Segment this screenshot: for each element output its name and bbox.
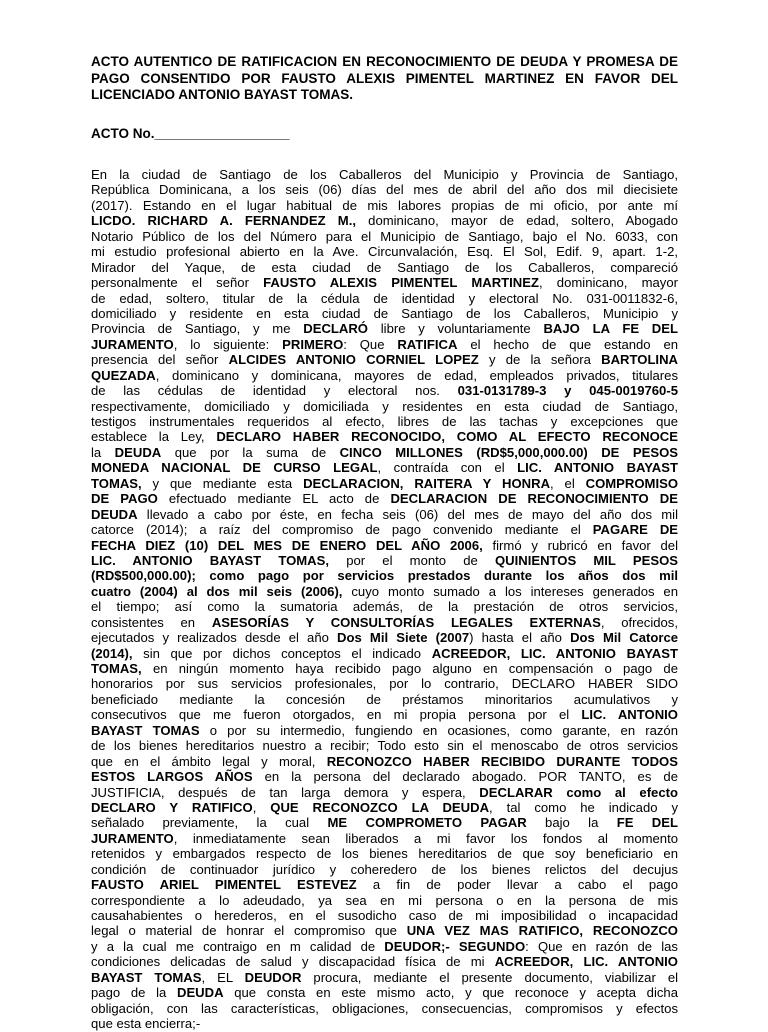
text-segment: procura, mediante el presente documento, viabilizar el [301, 969, 679, 985]
body-line [91, 229, 678, 244]
bold-text-segment: FECHA DIEZ (10) DEL MES DE ENERO DEL AÑO 2006, [91, 537, 483, 553]
bold-text-segment: ACREEDOR, LIC. ANTONIO BAYAST [431, 645, 678, 661]
body-line [91, 476, 678, 491]
body-line [91, 893, 678, 908]
body-line [91, 182, 678, 197]
text-segment: , [252, 799, 271, 815]
body-line [91, 676, 678, 691]
text-segment: mi estudio profesional abierto en la Ave. Circunvalación, Esq. El Sol, Edif. 9, apart. 1-2, [91, 244, 678, 260]
text-segment: dominicano, mayor de edad, soltero, Abogado [355, 213, 678, 229]
text-segment: condiciones delicadas de salud y discapacidad física de mi [91, 954, 495, 970]
body-line [91, 692, 678, 707]
text-segment: , ofrecidos, [600, 614, 678, 630]
text-segment: , dominicano y dominicana, mayores de edad, empleados privados, titulares [155, 367, 678, 383]
text-segment: libre y voluntariamente [368, 321, 544, 337]
text-segment: , dominicano, mayor [538, 275, 678, 291]
body-line [91, 800, 678, 815]
body-line [91, 352, 678, 367]
body-line [91, 553, 678, 568]
body-line [91, 738, 678, 753]
text-segment: honorarios por sus servicios profesionales, por lo contrario, DECLARO HABER SIDO [91, 676, 678, 692]
bold-text-segment: MONEDA NACIONAL DE CURSO LEGAL [91, 460, 378, 476]
document-title: ACTO AUTENTICO DE RATIFICACION EN RECONOCIMIENTO DE DEUDA Y PROMESA DE PAGO CONSENTIDO POR FAUSTO ALEXIS PIMENTEL MARTINEZ EN FAVOR DEL LICENCIADO ANTONIO BAYAST TOMAS. [91, 54, 678, 102]
bold-text-segment: ACREEDOR, LIC. ANTONIO [494, 954, 678, 970]
bold-text-segment: DEUDOR [244, 969, 302, 985]
text-segment: sin que por dichos conceptos el indicado [132, 645, 432, 661]
text-segment: respectivamente, domiciliado y domiciliada y residentes en esta ciudad de Santiago, [91, 398, 678, 414]
body-line [91, 584, 678, 599]
bold-text-segment: COMPROMISO [585, 475, 679, 491]
bold-text-segment: LICDO. RICHARD A. FERNANDEZ M., [91, 213, 356, 229]
bold-text-segment: RATIFICA [397, 336, 458, 352]
bold-text-segment: DECLARAR como al efecto [479, 784, 678, 800]
body-line [91, 846, 678, 861]
body-line [91, 599, 678, 614]
text-segment: bajo la [526, 815, 617, 831]
text-segment: el hecho de que estando en [457, 336, 679, 352]
text-segment: testigos instrumentales requeridos al efecto, libres de las tachas y excepciones que [91, 414, 678, 429]
bold-text-segment: BAYAST TOMAS [91, 969, 202, 985]
bold-text-segment: QUE RECONOZCO LA DEUDA [270, 799, 490, 815]
text-segment: consecutivos que me fueron otorgados, en mi propia persona por el [91, 707, 582, 723]
bold-text-segment: JURAMENTO [91, 336, 174, 352]
text-segment: domiciliado y residente en esta ciudad de Santiago de los Caballeros, Municipio y [91, 305, 678, 321]
body-line [91, 538, 678, 553]
bold-text-segment: DE PAGO [91, 491, 158, 507]
body-line [91, 429, 678, 444]
text-segment: pago de la [91, 985, 177, 1001]
text-segment: en la persona del declarado abogado. POR TANTO, es de [252, 769, 678, 785]
text-segment: legal o material de honrar el compromiso que [91, 923, 407, 939]
body-line [91, 244, 678, 259]
text-segment: retenidos y embargados respecto de los bienes hereditarios de que soy beneficiario en [91, 846, 678, 862]
text-segment: ) hasta el año [469, 630, 571, 646]
text-segment: o por su intermedio, fungiendo en ocasiones, como garante, en razón [199, 722, 678, 738]
bold-text-segment: FAUSTO ARIEL PIMENTEL ESTEVEZ [91, 877, 357, 893]
body-line [91, 707, 678, 722]
bold-text-segment: LIC. ANTONIO [581, 707, 678, 723]
bold-text-segment: FAUSTO ALEXIS PIMENTEL MARTINEZ [263, 275, 539, 291]
text-segment: , EL [201, 969, 245, 985]
bold-text-segment: FE DEL [616, 815, 678, 831]
bold-text-segment: DECLARO HABER RECONOCIDO, COMO AL EFECTO RECONOCE [216, 429, 678, 445]
text-segment: señalado previamente, la cual [91, 815, 328, 831]
bold-text-segment: QUINIENTOS MIL PESOS [494, 552, 678, 568]
body-line [91, 275, 678, 290]
bold-text-segment: TOMAS, [91, 661, 142, 676]
text-segment: y de la señora [478, 352, 602, 368]
text-segment: (2017). Estando en el lugar habitual de mis labores propias de mi oficio, por ante mí [91, 197, 678, 213]
bold-text-segment: cuatro (2004) al dos mil seis (2006), [91, 583, 343, 599]
document-body [91, 167, 678, 1032]
bold-text-segment: JURAMENTO [91, 830, 174, 846]
body-line [91, 970, 678, 985]
text-segment: efectuado mediante EL acto de [157, 491, 391, 507]
bold-text-segment: Dos Mil Catorce [570, 630, 679, 646]
bold-text-segment: 031-0131789-3 y 045-0019760-5 [457, 383, 678, 399]
body-line [91, 939, 678, 954]
text-segment: presencia del señor [91, 352, 229, 368]
body-line [91, 460, 678, 475]
body-line [91, 291, 678, 306]
text-segment: causahabientes o herederos, en el susodicho caso de mi imposibilidad o incapacidad [91, 908, 678, 923]
bold-text-segment: UNA VEZ MAS RATIFICO, RECONOZCO [406, 923, 678, 939]
body-line [91, 877, 678, 892]
body-line [91, 646, 678, 661]
bold-text-segment: ESTOS LARGOS AÑOS [91, 769, 253, 785]
text-segment: que consta en este mismo acto, y que reconoce y acepta dicha [223, 985, 678, 1001]
body-line [91, 306, 678, 321]
body-line [91, 337, 678, 352]
text-segment: Mirador del Yaque, de esta ciudad de Santiago de los Caballeros, compareció [91, 259, 678, 275]
body-line [91, 785, 678, 800]
bold-text-segment: TOMAS, [91, 475, 142, 491]
text-segment: en ningún momento haya recibido pago alguno en compensación o pago de [141, 661, 678, 676]
body-line [91, 815, 678, 830]
text-segment: ejecutados y realizados desde el año [91, 630, 338, 646]
body-line [91, 445, 678, 460]
text-segment: En la ciudad de Santiago de los Caballeros del Municipio y Provincia de Santiago, [91, 167, 678, 182]
bold-text-segment: DEUDOR;- SEGUNDO [384, 938, 526, 954]
body-line [91, 754, 678, 769]
text-segment: Provincia de Santiago, y me [91, 321, 304, 337]
body-line [91, 198, 678, 213]
body-line [91, 1001, 678, 1016]
text-segment: y a la cual me contraigo en m calidad de [91, 938, 385, 954]
text-segment: a fin de poder llevar a cabo el pago [356, 877, 678, 893]
bold-text-segment: BARTOLINA [601, 352, 678, 368]
bold-text-segment: DECLARÓ [303, 321, 368, 337]
text-segment: por el monto de [329, 552, 495, 568]
text-segment: , inmediatamente sean liberados a mi favor los fondos al momento [173, 830, 678, 846]
bold-text-segment: DECLARO Y RATIFICO [91, 799, 253, 815]
text-segment: beneficiado mediante la concesión de préstamos minoritarios acumulativos y [91, 691, 678, 707]
text-segment: y que mediante esta [141, 475, 304, 491]
bold-text-segment: (2014), [91, 645, 133, 661]
bold-text-segment: BAYAST TOMAS [91, 722, 200, 738]
text-segment: obligación, con las características, obligaciones, consecuencias, compromisos y efectos [91, 1000, 678, 1016]
text-segment: correspondiente a lo adeudado, ya sea en mi persona o en la persona de mis [91, 892, 678, 908]
body-line [91, 368, 678, 383]
text-segment: condición de continuador jurídico y coheredero de los bienes relictos del decujus [91, 861, 678, 877]
bold-text-segment: RECONOZCO HABER RECIBIDO DURANTE TODOS [326, 753, 678, 769]
bold-text-segment: DECLARACION, RAITERA Y HONRA [303, 475, 551, 491]
bold-text-segment: DEUDA [91, 506, 138, 522]
bold-text-segment: BAJO LA FE DEL [543, 321, 678, 337]
text-segment: : Que en razón de las [525, 938, 678, 954]
text-segment: , contraída con el [377, 460, 518, 476]
bold-text-segment: ASESORÍAS Y CONSULTORÍAS LEGALES EXTERNAS [211, 614, 601, 630]
body-line [91, 630, 678, 645]
text-segment: que en el ámbito legal y moral, [91, 753, 327, 769]
body-line [91, 321, 678, 336]
text-segment: de edad, soltero, titular de la cédula de identidad y electoral No. 031-0011832-6, [91, 290, 678, 306]
text-segment: que esta encierra;- [91, 1016, 201, 1032]
text-segment: , el [550, 475, 586, 491]
bold-text-segment: (RD$500,000.00); como pago por servicios prestados durante los años dos mil [91, 568, 678, 584]
body-line [91, 399, 678, 414]
bold-text-segment: DECLARACION DE RECONOCIMIENTO DE [390, 491, 678, 507]
text-segment: establece la Ley, [91, 429, 217, 445]
body-line [91, 661, 678, 676]
body-line [91, 615, 678, 630]
bold-text-segment: Dos Mil Siete (2007 [337, 630, 470, 646]
body-line [91, 908, 678, 923]
text-segment: JUSTIFICIA, después de tan larga demora y espera, [91, 784, 480, 800]
text-segment: catorce (2014); a raíz del compromiso de pago convenido mediante el [91, 522, 593, 538]
text-segment: llevado a cabo por éste, en fecha seis (06) del mes de mayo del año dos mil [137, 506, 678, 522]
body-line [91, 923, 678, 938]
body-line [91, 985, 678, 1000]
text-segment: de las cédulas de identidad y electoral nos. [91, 383, 458, 399]
bold-text-segment: PAGARE DE [592, 522, 679, 538]
body-line [91, 568, 678, 583]
body-line [91, 862, 678, 877]
text-segment: cuyo monto sumado a los intereses generados en [342, 583, 678, 599]
body-line [91, 522, 678, 537]
text-segment: de los bienes hereditarios nuestro a recibir; Todo esto sin el menoscabo de otros servicios [91, 738, 678, 754]
text-segment: consistentes en [91, 614, 212, 630]
bold-text-segment: DEUDA [176, 985, 224, 1001]
body-line [91, 831, 678, 846]
body-line [91, 213, 678, 228]
text-segment: : Que [343, 336, 398, 352]
body-line [91, 723, 678, 738]
text-segment: que por la suma de [161, 444, 340, 460]
body-line [91, 507, 678, 522]
text-segment: la [91, 444, 115, 460]
body-line [91, 491, 678, 506]
bold-text-segment: CINCO MILLONES (RD$5,000,000.00) DE PESOS [339, 444, 678, 460]
bold-text-segment: DEUDA [114, 444, 162, 460]
bold-text-segment: ALCIDES ANTONIO CORNIEL LOPEZ [228, 352, 479, 368]
text-segment: firmó y rubricó en favor del [482, 537, 678, 553]
body-line [91, 260, 678, 275]
text-segment: , tal como he indicado y [489, 799, 678, 815]
bold-text-segment: LIC. ANTONIO BAYAST [517, 460, 678, 476]
bold-text-segment: ME COMPROMETO PAGAR [327, 815, 527, 831]
body-line [91, 167, 678, 182]
act-number-line: ACTO No.__________________ [91, 126, 290, 141]
text-segment: personalmente el señor [91, 275, 264, 291]
body-line [91, 954, 678, 969]
text-segment: , lo siguiente: [173, 336, 283, 352]
bold-text-segment: LIC. ANTONIO BAYAST TOMAS, [91, 552, 330, 568]
body-line [91, 769, 678, 784]
body-line [91, 383, 678, 398]
body-line [91, 414, 678, 429]
text-segment: Notario Público de los del Número para el Municipio de Santiago, bajo el No. 6033, con [91, 228, 678, 244]
bold-text-segment: QUEZADA [91, 367, 156, 383]
text-segment: el tiempo; así como la sumatoria además, de la prestación de otros servicios, [91, 599, 678, 615]
text-segment: República Dominicana, a los seis (06) días del mes de abril del año dos mil diecisiete [91, 182, 678, 198]
bold-text-segment: PRIMERO [282, 336, 344, 352]
